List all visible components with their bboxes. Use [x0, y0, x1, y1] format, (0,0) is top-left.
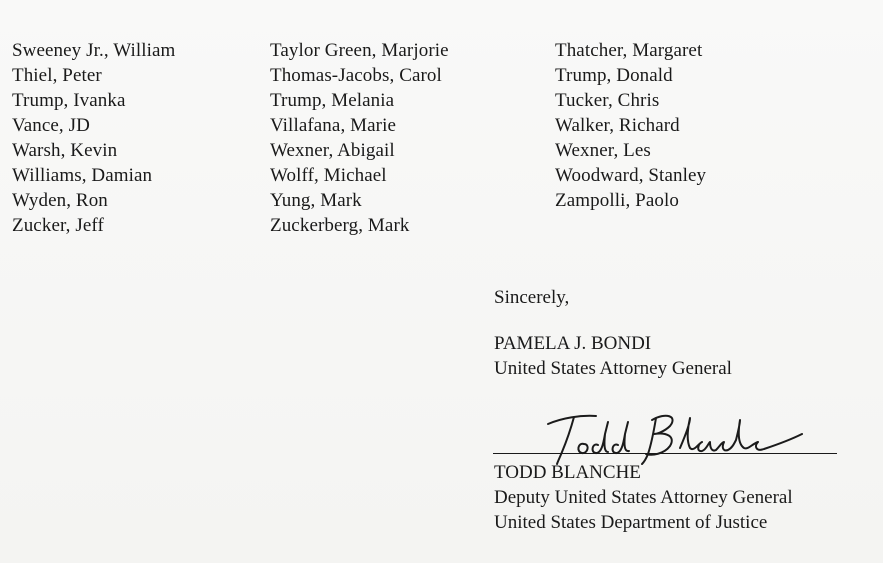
name-entry: Vance, JD	[12, 115, 90, 136]
name-entry: Trump, Donald	[555, 65, 673, 86]
name-entry: Woodward, Stanley	[555, 165, 707, 186]
name-entry: Yung, Mark	[270, 190, 362, 211]
name-entry: Wexner, Les	[555, 140, 651, 161]
name-entry: Thiel, Peter	[12, 65, 102, 86]
name-entry: Trump, Ivanka	[12, 90, 126, 111]
signature-line	[493, 453, 837, 454]
name-entry: Williams, Damian	[12, 165, 153, 186]
name-entry: Wexner, Abigail	[270, 140, 395, 161]
handwritten-signature	[540, 404, 810, 468]
name-entry: Walker, Richard	[555, 115, 680, 136]
signatory-name: TODD BLANCHE	[494, 462, 641, 483]
signatory-title: United States Attorney General	[494, 358, 732, 379]
signatory-name: PAMELA J. BONDI	[494, 333, 652, 354]
name-entry: Sweeney Jr., William	[12, 40, 176, 61]
name-entry: Trump, Melania	[270, 90, 395, 111]
name-entry: Zucker, Jeff	[12, 215, 104, 236]
name-entry: Villafana, Marie	[270, 115, 397, 136]
signatory-block-deputy-attorney-general	[494, 460, 793, 535]
name-entry: Taylor Green, Marjorie	[270, 40, 449, 61]
name-entry: Thatcher, Margaret	[555, 40, 703, 61]
name-entry: Zuckerberg, Mark	[270, 215, 410, 236]
name-entry: Zampolli, Paolo	[555, 190, 679, 211]
signatory-block-attorney-general	[494, 331, 732, 381]
signatory-title: Deputy United States Attorney General	[494, 487, 793, 508]
name-entry: Wolff, Michael	[270, 165, 387, 186]
name-entry: Thomas-Jacobs, Carol	[270, 65, 442, 86]
name-entry: Warsh, Kevin	[12, 140, 118, 161]
names-column-1	[12, 38, 175, 238]
closing-salutation: Sincerely,	[494, 287, 570, 308]
name-entry: Tucker, Chris	[555, 90, 660, 111]
names-column-3	[555, 38, 706, 213]
signatory-department: United States Department of Justice	[494, 512, 768, 533]
names-column-2	[270, 38, 449, 238]
name-entry: Wyden, Ron	[12, 190, 108, 211]
